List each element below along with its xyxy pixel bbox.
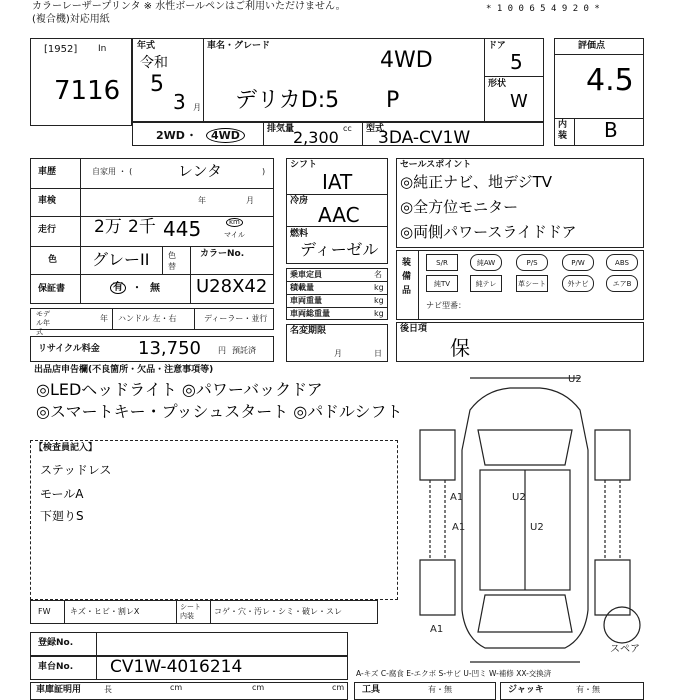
month-value: 3 [173, 90, 186, 114]
equipment-airbag-circled: エアB [606, 275, 638, 292]
year-value: 5 [150, 72, 164, 97]
tools-options: 有・無 [428, 685, 452, 694]
registration-label: 登録No. [38, 638, 74, 648]
fw-items: キズ・ヒビ・割レX [70, 607, 140, 616]
mileage-man: 2万 [94, 217, 122, 237]
inspection-label: 車検 [38, 196, 57, 206]
inspector-note-1: ステッドレス [40, 463, 112, 477]
ac-label: 冷房 [290, 196, 309, 206]
score-value: 4.5 [586, 63, 634, 98]
damage-mark-1: U2 [512, 492, 526, 503]
model-grade: P [386, 88, 400, 113]
color-value: グレーII [92, 250, 150, 269]
recycle-unit: 円 [218, 346, 226, 355]
color-code-label: カラーNo. [200, 249, 245, 259]
fuel-label: 燃料 [290, 229, 309, 239]
damage-mark-4: A1 [452, 522, 466, 533]
model-year-label: モデル年式 [36, 310, 50, 336]
drive-2wd: 2WD [156, 129, 185, 142]
color-change-label: 色替 [168, 251, 176, 271]
warranty-yes-circled: 有 [110, 282, 126, 294]
later-docs-label: 後日項 [400, 324, 428, 334]
year-era: 令和 [140, 55, 168, 71]
handle-side: ハンドル 左・右 [118, 314, 177, 323]
registration-box [30, 632, 348, 656]
displacement-unit: cc [343, 124, 352, 133]
certificate-label: 車庫証明用 [36, 685, 82, 695]
interior-label: 内装 [558, 120, 568, 141]
warranty-label: 保証書 [38, 284, 66, 294]
sales-point-3: ◎両側パワースライドドア [400, 223, 577, 241]
month-unit: 月 [193, 103, 201, 112]
drive-4wd-circled: 4WD [206, 128, 245, 143]
later-docs-value: 保 [450, 336, 470, 360]
certificate-unit-2: cm [252, 683, 265, 692]
serial-number: * 1 0 0 6 5 4 9 2 0 * [486, 4, 600, 14]
jack-label: ジャッキ [508, 685, 544, 695]
type-value: 3DA-CV1W [378, 128, 471, 148]
weight-unit: kg [374, 296, 384, 305]
damage-mark-2: A1 [450, 492, 464, 503]
equipment-label: 装備品 [402, 258, 412, 296]
gross-weight-unit: kg [374, 309, 384, 318]
damage-legend: A-キズ C-腐食 E-エクボ S-サビ U-凹ミ W-補修 XX-交換済 [356, 669, 552, 678]
car-diagram [400, 370, 650, 670]
gross-weight-label: 車両総重量 [290, 309, 330, 318]
lot-number: 7116 [54, 76, 121, 106]
equipment-ps-circled: P/S [516, 254, 548, 271]
tools-label: 工具 [362, 685, 381, 695]
expiry-month-unit: 月 [334, 349, 342, 358]
recycle-label: リサイクル料金 [38, 344, 100, 354]
displacement-label: 排気量 [267, 124, 295, 134]
fuel-value: ディーゼル [300, 240, 379, 259]
expiry-day-unit: 日 [374, 349, 382, 358]
seat-label: シート内装 [180, 603, 201, 620]
damage-mark-5: A1 [430, 624, 444, 635]
drive-dot: ・ [186, 129, 197, 142]
shape-value: W [510, 91, 528, 112]
later-docs-box [396, 322, 644, 362]
shift-label: シフト [290, 160, 318, 170]
mileage-rest: 445 [163, 217, 202, 241]
warranty-sep: ・ [132, 283, 142, 294]
inspector-note-3: 下廻りS [40, 509, 84, 523]
certificate-length: 長 [104, 685, 112, 694]
shape-label: 形状 [488, 79, 507, 89]
sales-point-1: ◎純正ナビ、地デジTV [400, 173, 553, 191]
history-close: ) [262, 167, 266, 176]
recycle-note: 預託済 [232, 346, 256, 355]
capacity-label: 乗車定員 [290, 270, 322, 279]
equipment-pw-circled: P/W [562, 254, 594, 271]
spare-label: スペア [610, 644, 640, 655]
dealer-note-2: ◎スマートキー・プッシュスタート ◎パドルシフト [36, 402, 403, 421]
header-printer-note: カラーレーザープリンタ ※ 水性ボールペンはご利用いただけません。 [32, 1, 346, 12]
history-label: 車歴 [38, 167, 57, 177]
certificate-unit-1: cm [170, 683, 183, 692]
drive-handwritten: 4WD [380, 48, 433, 73]
model-label: 車名・グレード [207, 41, 271, 51]
inspector-label: 【検査員記入】 [34, 443, 98, 453]
equipment-abs-circled: ABS [606, 254, 638, 271]
equipment-leather: 革シート [516, 275, 548, 292]
recycle-value: 13,750 [138, 338, 201, 359]
load-label: 積載量 [290, 283, 314, 292]
displacement-value: 2,300 [293, 128, 339, 147]
inspector-note-2: モールA [40, 487, 84, 501]
equipment-navi-circled: 外ナビ [562, 275, 594, 292]
expiry-label: 名変期限 [290, 326, 327, 336]
mileage-unit-km: km [226, 218, 243, 227]
type-label: 型式 [366, 124, 385, 134]
seat-items: コゲ・穴・汚レ・シミ・破レ・スレ [214, 607, 342, 616]
lot-code: [1952] [44, 44, 78, 55]
dealer-note-1: ◎LEDヘッドライト ◎パワーバックドア [36, 380, 323, 399]
dealer-type: ディーラー・並行 [204, 314, 268, 323]
load-unit: kg [374, 283, 384, 292]
jack-options: 有・無 [576, 685, 600, 694]
capacity-unit: 名 [374, 270, 382, 279]
top-mark: U2 [568, 374, 582, 385]
equipment-tele: 純テレ [470, 275, 502, 292]
inspection-month-unit: 月 [246, 196, 254, 205]
color-label: 色 [48, 255, 58, 265]
sales-point-2: ◎全方位モニター [400, 198, 519, 216]
history-options: 自家用 ・ ( [92, 167, 133, 176]
equipment-tv: 純TV [426, 275, 458, 292]
navi-model-label: ナビ型番： [426, 301, 466, 310]
interior-value: B [604, 118, 618, 142]
lot-suffix: In [98, 44, 107, 54]
sales-points-label: セールスポイント [400, 160, 472, 170]
score-label: 評価点 [578, 41, 606, 51]
history-value: レンタ [178, 162, 223, 180]
header-paper-note: (複合機)対応用紙 [32, 14, 110, 25]
chassis-value: CV1W-4016214 [110, 657, 243, 677]
year-label: 年式 [137, 41, 156, 51]
chassis-label: 車台No. [38, 662, 74, 672]
doors-value: 5 [510, 50, 523, 74]
model-year-unit: 年 [100, 314, 108, 323]
equipment-aw-circled: 純AW [470, 254, 502, 271]
certificate-unit-3: cm [332, 683, 345, 692]
mileage-label: 走行 [38, 225, 57, 235]
equipment-sr: S/R [426, 254, 458, 271]
color-code-value: U28X42 [196, 276, 268, 297]
doors-label: ドア [488, 41, 506, 51]
inspection-year-unit: 年 [198, 196, 206, 205]
damage-mark-3: U2 [530, 522, 544, 533]
fw-label: FW [38, 607, 51, 616]
shift-value: IAT [322, 170, 353, 194]
dealer-notes-label: 出品店申告欄(不良箇所・欠品・注意事項等) [34, 365, 214, 375]
warranty-no: 無 [150, 283, 160, 294]
weight-label: 車両重量 [290, 296, 322, 305]
model-name: デリカD:5 [235, 88, 340, 113]
ac-value: AAC [318, 203, 360, 227]
mileage-sen: 2千 [128, 217, 156, 237]
mileage-unit-mile: マイル [224, 231, 245, 239]
